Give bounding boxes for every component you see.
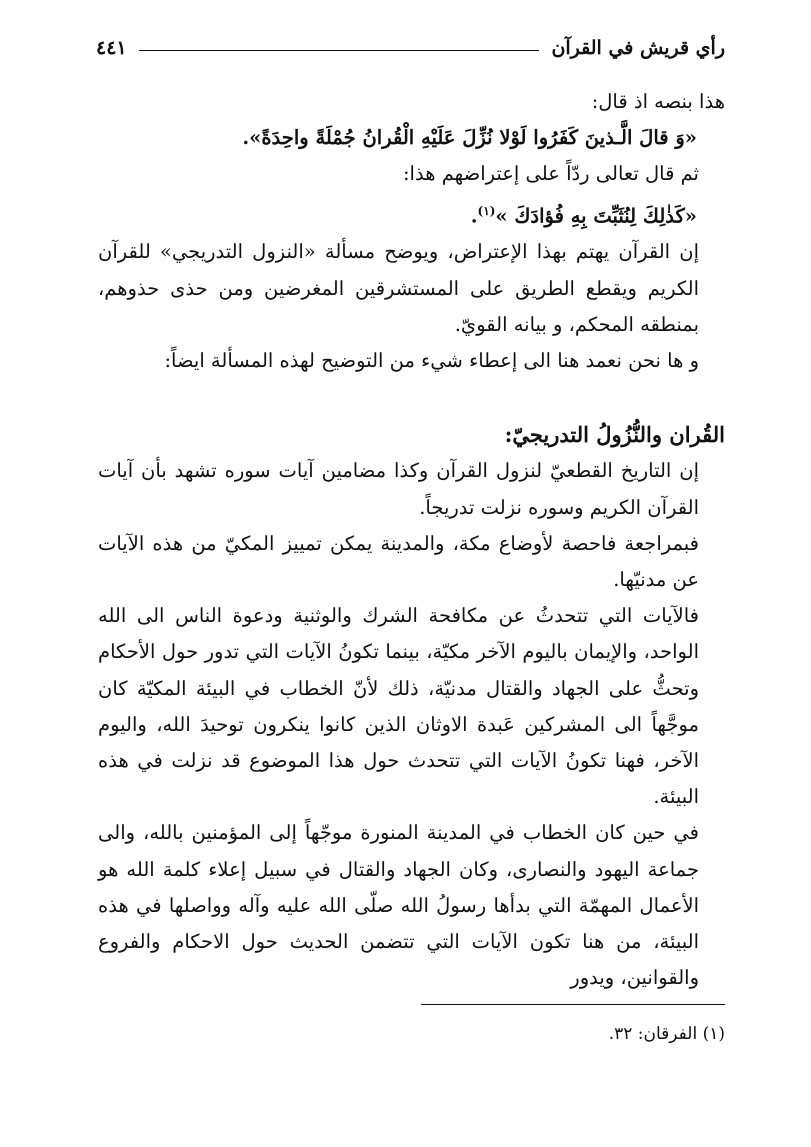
paragraph: إن التاريخ القطعيّ لنزول القرآن وكذا مضامين آيات سوره تشهد بأن آيات القرآن الكريم وسوره نزلت تدريجاً. [98, 459, 699, 519]
footnote-rule [421, 1004, 725, 1005]
section-gap [98, 379, 725, 417]
header-rule [139, 50, 540, 51]
paragraph: و ها نحن نعمد هنا الى إعطاء شيء من التوضيح لهذه المسألة ايضاً: [164, 348, 699, 372]
page-number: ٤٤١ [96, 37, 127, 59]
quran-quote-2 [98, 193, 725, 235]
quran-quote-1: «وَ قالَ الَّـذينَ كَفَرُوا لَوْلا نُزِّلَ عَلَيْهِ الْقُرانُ جُمْلَةً واحِدَةً». [242, 126, 697, 150]
intro-line: هذا بنصه اذ قال: [591, 90, 725, 113]
footnote: (١) الفرقان: ٣٢. [608, 1024, 725, 1044]
quran-quote-2-end: . [470, 204, 478, 228]
transition-line: ثم قال تعالى ردّاً على إعتراضهم هذا: [402, 162, 699, 186]
paragraph: فبمراجعة فاحصة لأوضاع مكة، والمدينة يمكن تمييز المكيّ من هذه الآيات عن مدنيّها. [98, 531, 699, 591]
page-header [96, 34, 725, 62]
paragraph: في حين كان الخطاب في المدينة المنورة موجّهاً إلى المؤمنين بالله، والى جماعة اليهود والنصارى، وكان الجهاد والقتال في سبيل إعلاء كلمة الله هو الأعمال المهمّة التي بدأها رسولُ الله صلّى الله عليه وآله وواصلها في هذه البيئة، من هنا تكون الآيات التي تتضمن الحديث حول الاحكام والفروع والقوانين، ويدور [98, 821, 699, 990]
body-text [98, 84, 725, 996]
paragraph: فالآيات التي تتحدثُ عن مكافحة الشرك والوثنية ودعوة الناس الى الله الواحد، والإيمان باليوم الآخر مكيّة، بينما تكونُ الآيات التي تدور حول الأحكام وتحثُّ على الجهاد والقتال مدنيّة، ذلك لأنّ الخطاب في البيئة المكيّة كان موجَّهاً الى المشركين عَبدة الاوثان الذين كانوا ينكرون توحيدَ الله، واليوم الآخر، فهنا تكونُ الآيات التي تتحدث حول هذا الموضوع قد نزلت في هذه البيئة. [98, 604, 699, 809]
paragraph: إن القرآن يهتم بهذا الإعتراض، ويوضح مسألة «النزول التدريجي» للقرآن الكريم ويقطع الطريق على المستشرقين المغرضين ومن حذى حذوهم، بمنطقه المحكم، و بيانه القويّ. [98, 240, 699, 336]
quran-quote-2-text: «كَذٰلِكَ لِنُثَبِّتَ بِهِ فُؤادَكَ » [495, 204, 697, 228]
section-heading: القُران والنُّزُولُ التدريجيّ: [504, 422, 725, 448]
footnote-ref: (١) [477, 203, 496, 218]
running-title: رأي قريش في القرآن [551, 37, 725, 59]
